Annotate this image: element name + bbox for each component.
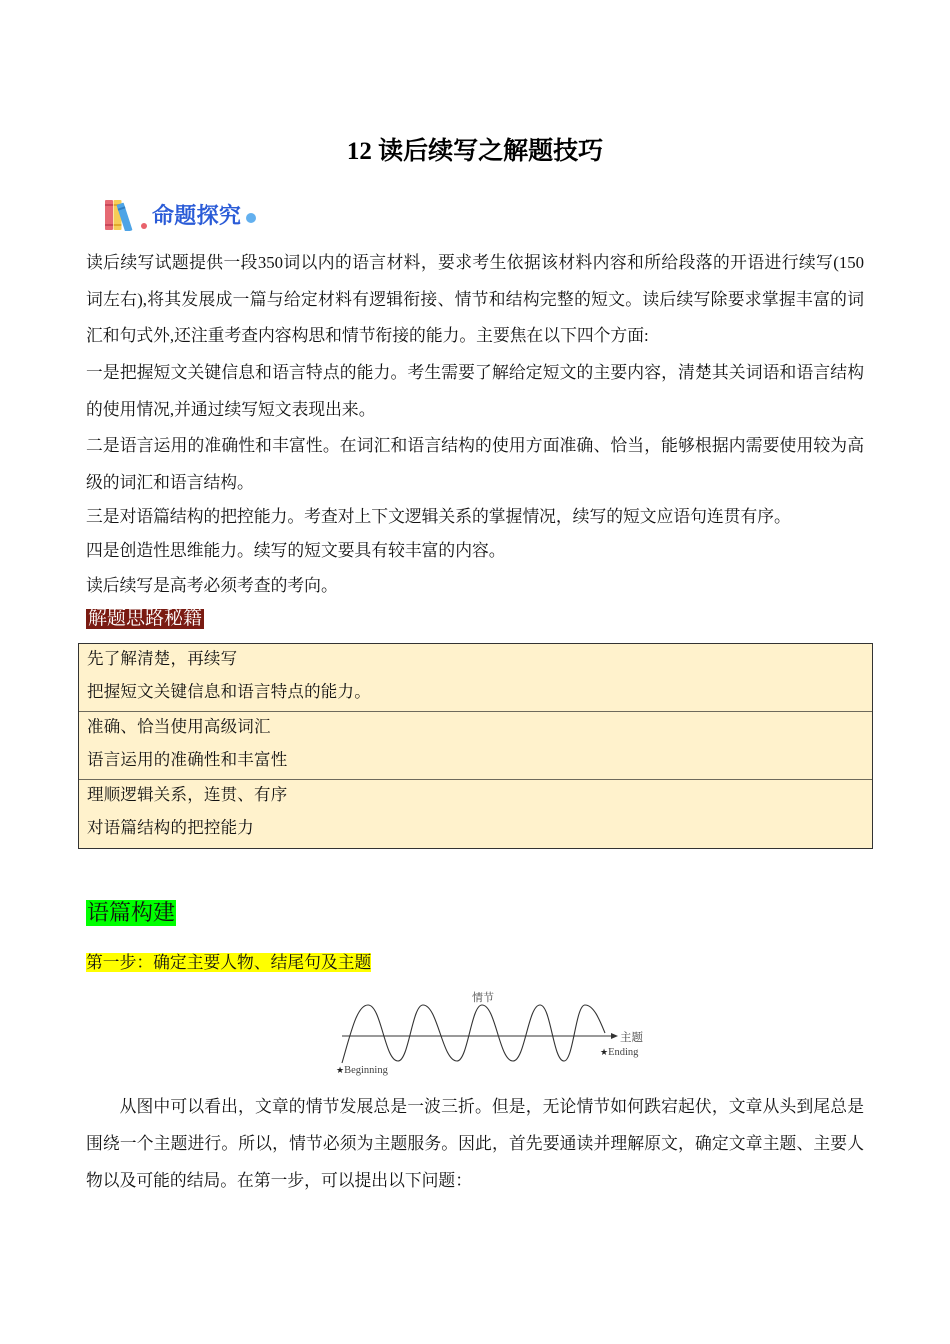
step-1-label: 第一步：确定主要人物、结尾句及主题: [86, 953, 372, 972]
tip-heading: 理顺逻辑关系，连贯、有序: [87, 785, 288, 804]
plot-wave-diagram: [330, 985, 660, 1080]
tip-detail: 语言运用的准确性和丰富性: [87, 750, 288, 769]
intro-paragraph-3: [86, 428, 864, 501]
tips-row: [79, 780, 872, 848]
tip-heading: 准确、恰当使用高级词汇: [87, 717, 271, 736]
text-line: 读后续写试题提供一段350词以内的语言材料，要求考生依据该材料内容和所给段落的开语进行续写(150: [86, 253, 864, 272]
tips-table: [78, 643, 873, 849]
tips-section-label: 解题思路秘籍: [88, 608, 203, 629]
text-line: 级的词汇和语言结构。: [86, 472, 254, 492]
tip-detail: 对语篇结构的把控能力: [87, 818, 254, 837]
tips-row: [79, 712, 872, 780]
intro-paragraph-6: [86, 568, 864, 605]
star-icon: ★: [600, 1047, 609, 1057]
arrow-head-icon: [611, 1033, 618, 1039]
theme-label: 主题: [620, 1032, 643, 1044]
books-icon: [103, 197, 137, 231]
tip-detail: 把握短文关键信息和语言特点的能力。: [87, 682, 371, 701]
text-line: 词左右),将其发展成一篇与给定材料有逻辑衔接、情节和结构完整的短文。读后续写除要求掌握丰富的词: [86, 289, 864, 309]
text-line: 一是把握短文关键信息和语言特点的能力。考生需要了解给定短文的主要内容，清楚其关词语和语言结构: [86, 363, 864, 382]
beginning-label: ★Beginning: [336, 1065, 388, 1076]
text-line: 物以及可能的结局。在第一步，可以提出以下问题：: [86, 1171, 472, 1190]
badge-dot-red: [141, 223, 147, 229]
plot-label: 情节: [472, 992, 494, 1004]
text-line: 从图中可以看出，文章的情节发展总是一波三折。但是，无论情节如何跌宕起伏，文章从头到尾总是: [119, 1097, 864, 1116]
plot-wave: [342, 1005, 605, 1063]
section-badge-label: 命题探究: [152, 204, 242, 229]
construction-paragraph: [86, 1088, 864, 1199]
badge-dot-blue: [246, 213, 256, 223]
intro-paragraph-2: [86, 355, 864, 428]
text-line: 围绕一个主题进行。所以，情节必须为主题服务。因此，首先要通读并理解原文，确定文章主题、主要人: [86, 1134, 864, 1153]
text-line: 读后续写是高考必须考查的考向。: [86, 576, 338, 595]
intro-paragraph-5: [86, 533, 864, 570]
text-line: 二是语言运用的准确性和丰富性。在词汇和语言结构的使用方面准确、恰当，能够根据内需要使用较为高: [86, 436, 864, 455]
document-title: 12 读后续写之解题技巧: [346, 138, 604, 165]
text-line: 汇和句式外,还注重考查内容构思和情节衔接的能力。主要焦在以下四个方面:: [86, 326, 649, 346]
text-line: 三是对语篇结构的把控能力。考查对上下文逻辑关系的掌握情况，续写的短文应语句连贯有序。: [86, 507, 791, 526]
star-icon: ★: [336, 1065, 345, 1075]
text-line: 四是创造性思维能力。续写的短文要具有较丰富的内容。: [86, 541, 506, 560]
ending-label: ★Ending: [600, 1047, 639, 1058]
intro-paragraph-1: [86, 245, 864, 355]
intro-paragraph-4: [86, 499, 864, 536]
text-line: 的使用情况,并通过续写短文表现出来。: [86, 399, 376, 419]
section-heading: 语篇构建: [87, 900, 176, 925]
tips-row: [79, 644, 872, 712]
tip-heading: 先了解清楚，再续写: [87, 649, 238, 668]
